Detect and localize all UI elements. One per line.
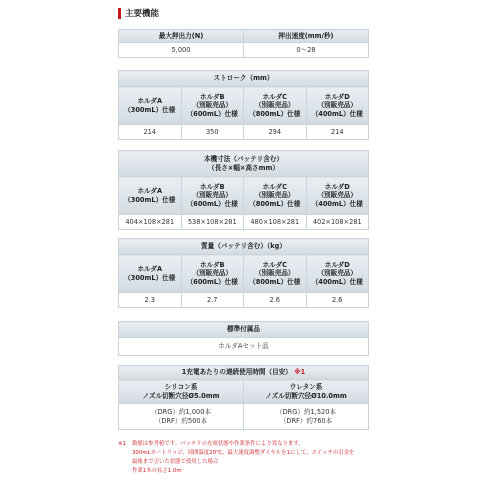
mass-value-a: 2.3 xyxy=(119,293,182,308)
holder-c-header: ホルダC （別販売品） （800mL）仕様 xyxy=(244,177,307,215)
holder-d-header: ホルダD （別販売品） （400mL）仕様 xyxy=(306,177,369,215)
urethane-header: ウレタン系 ノズル切断穴径Ø10.0mm xyxy=(244,380,369,404)
mass-table xyxy=(118,238,369,308)
holder-b-header: ホルダB （別販売品） （600mL）仕様 xyxy=(181,87,244,125)
mass-title: 質量（バッテリ含む）（kg） xyxy=(119,239,369,255)
section-title-text: 主要機能 xyxy=(125,9,160,19)
holder-b-header: ホルダB （別販売品） （600mL）仕様 xyxy=(181,177,244,215)
mass-value-c: 2.6 xyxy=(244,293,307,308)
max-force-header: 最大押出力(N) xyxy=(119,30,244,43)
footnote-line: 300mLカートリッジ、周囲温度20℃、最大速度調整ダイヤルを1にして、スイッチの引金を xyxy=(132,450,355,456)
dimensions-table xyxy=(118,150,369,230)
force-speed-table xyxy=(118,29,369,58)
holder-d-header: ホルダD （別販売品） （400mL）仕様 xyxy=(306,87,369,125)
holder-c-header: ホルダC （別販売品） （800mL）仕様 xyxy=(244,87,307,125)
dimensions-value-c: 480×108×281 xyxy=(244,215,307,230)
holder-a-header: ホルダA （300mL）仕様 xyxy=(119,255,182,293)
holder-a-header: ホルダA （300mL）仕様 xyxy=(119,87,182,125)
footnote-line: 作業1本の長さ1.0m xyxy=(132,468,182,474)
speed-value: 0～28 xyxy=(244,43,369,58)
holder-c-header: ホルダC （別販売品） （800mL）仕様 xyxy=(244,255,307,293)
dimensions-value-a: 404×108×281 xyxy=(119,215,182,230)
stroke-title: ストローク（mm） xyxy=(119,71,369,87)
mass-value-b: 2.7 xyxy=(181,293,244,308)
silicone-header: シリコン系 ノズル切断穴径Ø5.0mm xyxy=(119,380,244,404)
stroke-value-d: 214 xyxy=(306,125,369,140)
footnote-line: 最後まで引いた状態で使用した場合 xyxy=(132,459,219,465)
accessories-title: 標準付属品 xyxy=(119,322,369,338)
stroke-value-b: 350 xyxy=(181,125,244,140)
dimensions-title: 本機寸法（バッテリ含む） （長さ×幅×高さmm） xyxy=(119,151,369,177)
mass-value-d: 2.6 xyxy=(306,293,369,308)
section-title xyxy=(118,7,159,19)
accessories-value: ホルダAセット品 xyxy=(119,338,369,356)
accessories-table xyxy=(118,321,369,356)
holder-d-header: ホルダD （別販売品） （400mL）仕様 xyxy=(306,255,369,293)
urethane-values: （DRG）約1,520本 （DRF）約760本 xyxy=(244,404,369,430)
stroke-table xyxy=(118,70,369,140)
title-accent-bar xyxy=(118,8,121,19)
speed-header: 押出速度(mm/秒) xyxy=(244,30,369,43)
dimensions-value-b: 538×108×281 xyxy=(181,215,244,230)
stroke-value-c: 294 xyxy=(244,125,307,140)
silicone-values: （DRG）約1,000本 （DRF）約500本 xyxy=(119,404,244,430)
footnotes xyxy=(118,440,369,476)
footnote-mark: ※1 xyxy=(294,368,306,377)
usage-table xyxy=(118,365,369,430)
footnote-line: ※1 数値は参考値です。バッテリの充電状態や作業条件により異なります。 xyxy=(118,441,304,447)
holder-a-header: ホルダA （300mL）仕様 xyxy=(119,177,182,215)
max-force-value: 5,000 xyxy=(119,43,244,58)
stroke-value-a: 214 xyxy=(119,125,182,140)
holder-b-header: ホルダB （別販売品） （600mL）仕様 xyxy=(181,255,244,293)
usage-title: 1充電あたりの連続使用時間（目安） ※1 xyxy=(119,366,369,380)
dimensions-value-d: 402×108×281 xyxy=(306,215,369,230)
